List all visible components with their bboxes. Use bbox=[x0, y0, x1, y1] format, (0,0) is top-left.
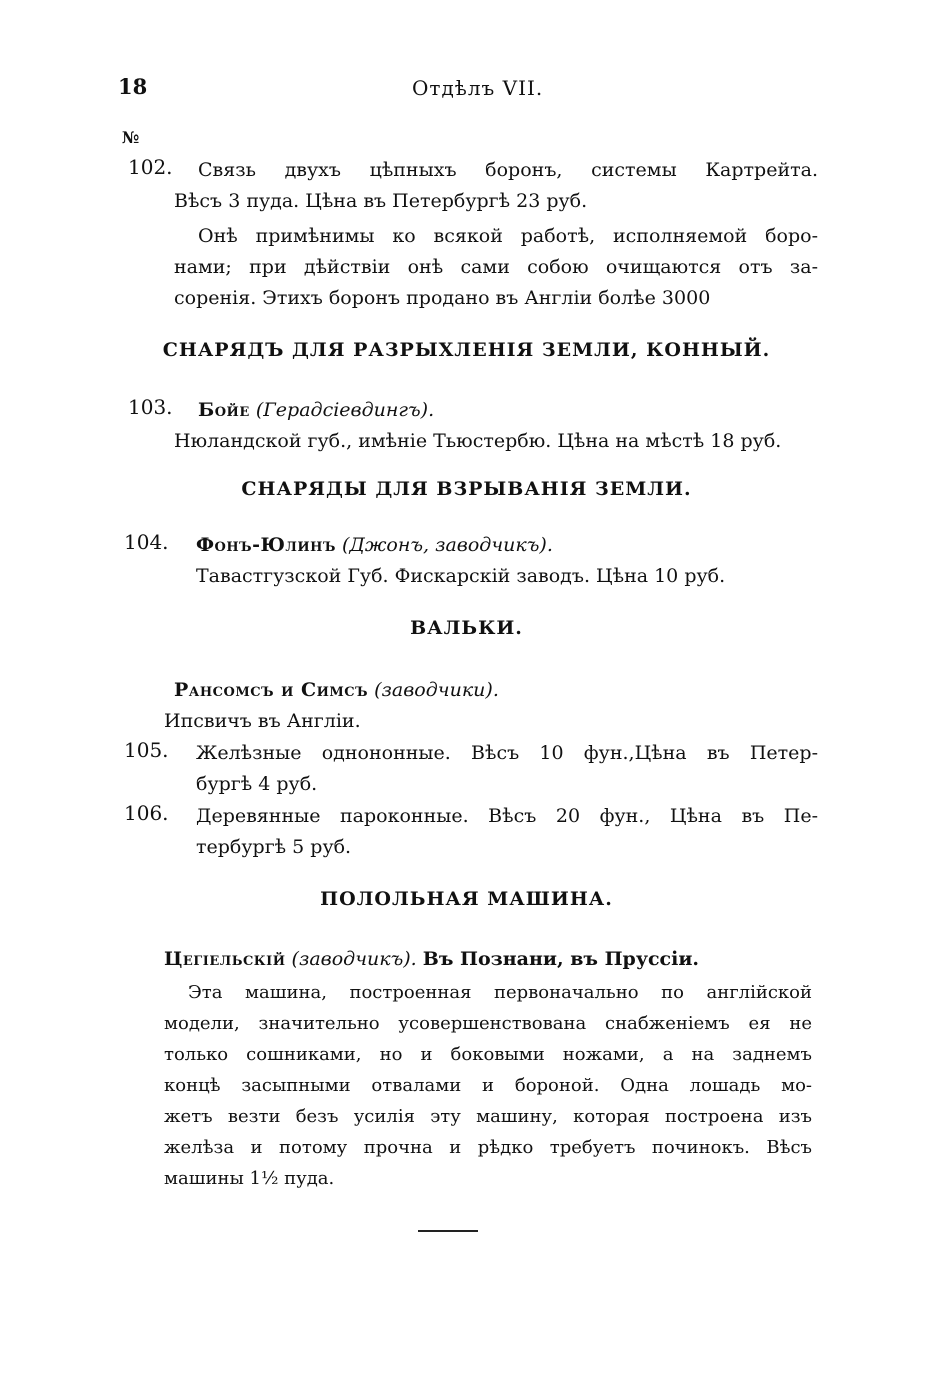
entry-102-desc-line3: соренія. Этихъ боронъ продано въ Англіи болѣе 3000 bbox=[174, 287, 711, 309]
entry-106-line1: Деревянные пароконные. Вѣсъ 20 фун., Цѣна въ Пе- bbox=[196, 805, 818, 827]
entry-104-line1 bbox=[196, 530, 553, 560]
entry-102-line2: Вѣсъ 3 пуда. Цѣна въ Петербургѣ 23 руб. bbox=[174, 190, 588, 212]
numero-sign: № bbox=[122, 128, 140, 147]
cegielski-desc-line1: Эта машина, построенная первоначально по англійской bbox=[188, 982, 812, 1003]
entry-102-line1: Связь двухъ цѣпныхъ боронъ, системы Картрейта. bbox=[198, 159, 818, 181]
maker-name: Бойе bbox=[198, 399, 250, 421]
entry-102-desc-line2: нами; при дѣйствіи онѣ сами собою очищаются отъ за- bbox=[174, 256, 818, 278]
entry-number-103: 103. bbox=[128, 395, 173, 419]
ransoms-maker-line bbox=[174, 675, 499, 705]
maker-place: Въ Познани, въ Пруссіи. bbox=[422, 948, 700, 970]
cegielski-desc-line6: желѣза и потому прочна и рѣдко требуетъ починокъ. Вѣсъ bbox=[164, 1137, 812, 1158]
cegielski-desc-line7: машины 1½ пуда. bbox=[164, 1168, 335, 1189]
entry-number-104: 104. bbox=[124, 530, 169, 554]
cegielski-desc-line4: концѣ засыпными отвалами и бороной. Одна лошадь мо- bbox=[164, 1075, 812, 1096]
maker-note: (Герадсіевдингъ). bbox=[255, 399, 435, 421]
maker-name: Цегіельскій bbox=[164, 948, 286, 970]
entry-103-line2: Нюландской губ., имѣніе Тьюстербю. Цѣна на мѣстѣ 18 руб. bbox=[174, 430, 782, 452]
entry-number-106: 106. bbox=[124, 801, 169, 825]
end-rule bbox=[418, 1230, 478, 1232]
maker-note: (Джонъ, заводчикъ). bbox=[341, 534, 553, 556]
cegielski-desc-line2: модели, значительно усовершенствована снабженіемъ ея не bbox=[164, 1013, 812, 1034]
maker-note: (заводчики). bbox=[374, 679, 499, 701]
cegielski-desc-line5: жетъ везти безъ усилія эту машину, которая построена изъ bbox=[164, 1106, 812, 1127]
cegielski-desc-line3: только сошниками, но и боковыми ножами, а на заднемъ bbox=[164, 1044, 812, 1065]
section-heading-weeding: ПОЛОЛЬНАЯ МАШИНА. bbox=[320, 888, 613, 910]
entry-102-desc-line1: Онѣ примѣнимы ко всякой работѣ, исполняемой боро- bbox=[198, 225, 818, 247]
entry-105-line1: Желѣзные однононные. Вѣсъ 10 фун.,Цѣна въ Петер- bbox=[196, 742, 818, 764]
entry-105-line2: бургѣ 4 руб. bbox=[196, 773, 318, 795]
section-heading-blasting: СНАРЯДЫ ДЛЯ ВЗРЫВАНІЯ ЗЕМЛИ. bbox=[241, 478, 692, 500]
section-heading-rollers: ВАЛЬКИ. bbox=[410, 617, 523, 639]
running-head: Отдѣлъ VII. bbox=[412, 76, 544, 100]
page-number: 18 bbox=[118, 74, 148, 99]
maker-name: Рансомсъ и Симсъ bbox=[174, 679, 369, 701]
ransoms-place: Ипсвичъ въ Англіи. bbox=[164, 710, 361, 732]
maker-name: Фонъ-Юлинъ bbox=[196, 534, 336, 556]
entry-106-line2: тербургѣ 5 руб. bbox=[196, 836, 352, 858]
entry-number-102: 102. bbox=[128, 155, 173, 179]
cegielski-maker-line bbox=[164, 944, 699, 974]
maker-note: (заводчикъ). bbox=[291, 948, 417, 970]
entry-number-105: 105. bbox=[124, 738, 169, 762]
entry-103-line1 bbox=[198, 395, 434, 425]
section-heading-loosening: СНАРЯДЪ ДЛЯ РАЗРЫХЛЕНІЯ ЗЕМЛИ, КОННЫЙ. bbox=[162, 339, 771, 361]
entry-104-line2: Тавастгузской Губ. Фискарскій заводъ. Цѣна 10 руб. bbox=[196, 565, 726, 587]
